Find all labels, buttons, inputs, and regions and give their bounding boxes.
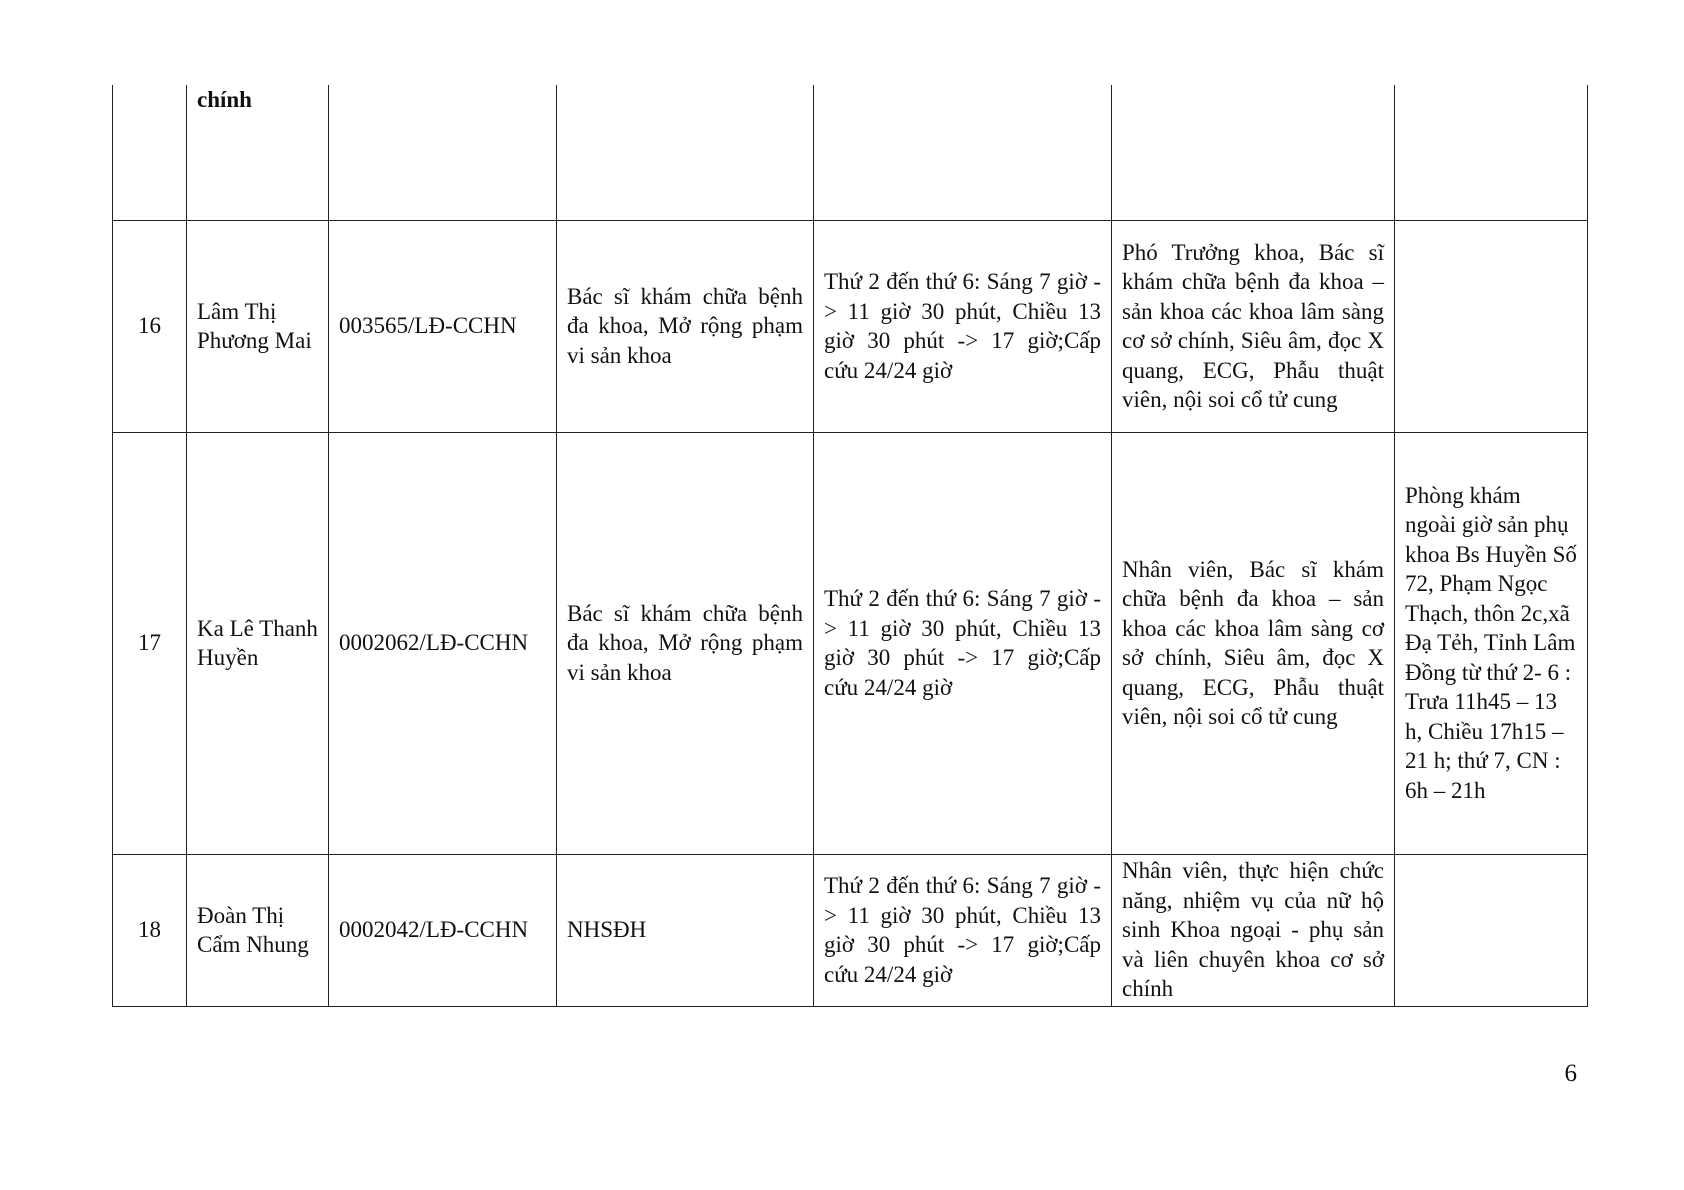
other-cell: [1395, 220, 1588, 432]
position-cell: Nhân viên, thực hiện chức năng, nhiệm vụ của nữ hộ sinh Khoa ngoại - phụ sản và liên chuyên khoa cơ sở chính: [1112, 854, 1395, 1006]
name-cell: Ka Lê Thanh Huyền: [187, 432, 329, 854]
license-cell: [329, 85, 557, 220]
stt-cell: 18: [113, 854, 187, 1006]
name-cell: Đoàn Thị Cẩm Nhung: [187, 854, 329, 1006]
staff-table: [112, 85, 1588, 1007]
other-cell: Phòng khám ngoài giờ sản phụ khoa Bs Huyền Số 72, Phạm Ngọc Thạch, thôn 2c,xã Đạ Tẻh, Tỉnh Lâm Đồng từ thứ 2- 6 : Trưa 11h45 – 13 h, Chiều 17h15 – 21 h; thứ 7, CN : 6h – 21h: [1395, 432, 1588, 854]
license-cell: 0002062/LĐ-CCHN: [329, 432, 557, 854]
schedule-cell: Thứ 2 đến thứ 6: Sáng 7 giờ -> 11 giờ 30 phút, Chiều 13 giờ 30 phút -> 17 giờ;Cấp cứu 24/24 giờ: [814, 220, 1112, 432]
other-cell: [1395, 85, 1588, 220]
name-cell: chính: [187, 85, 329, 220]
stt-cell: 16: [113, 220, 187, 432]
table-row: [113, 220, 1588, 432]
license-cell: 0002042/LĐ-CCHN: [329, 854, 557, 1006]
position-cell: [1112, 85, 1395, 220]
other-cell: [1395, 854, 1588, 1006]
scope-cell: NHSĐH: [557, 854, 814, 1006]
position-cell: Phó Trưởng khoa, Bác sĩ khám chữa bệnh đa khoa – sản khoa các khoa lâm sàng cơ sở chính, Siêu âm, đọc X quang, ECG, Phẫu thuật viên, nội soi cổ tử cung: [1112, 220, 1395, 432]
page-number: 6: [1564, 1060, 1577, 1087]
continued-row: [113, 85, 1588, 220]
schedule-cell: [814, 85, 1112, 220]
scope-cell: Bác sĩ khám chữa bệnh đa khoa, Mở rộng phạm vi sản khoa: [557, 220, 814, 432]
scope-cell: [557, 85, 814, 220]
scope-cell: Bác sĩ khám chữa bệnh đa khoa, Mở rộng phạm vi sản khoa: [557, 432, 814, 854]
name-cell: Lâm Thị Phương Mai: [187, 220, 329, 432]
stt-cell: 17: [113, 432, 187, 854]
position-cell: Nhân viên, Bác sĩ khám chữa bệnh đa khoa – sản khoa các khoa lâm sàng cơ sở chính, Siêu âm, đọc X quang, ECG, Phẫu thuật viên, nội soi cổ tử cung: [1112, 432, 1395, 854]
stt-cell: [113, 85, 187, 220]
schedule-cell: Thứ 2 đến thứ 6: Sáng 7 giờ -> 11 giờ 30 phút, Chiều 13 giờ 30 phút -> 17 giờ;Cấp cứu 24/24 giờ: [814, 854, 1112, 1006]
license-cell: 003565/LĐ-CCHN: [329, 220, 557, 432]
table-row: [113, 432, 1588, 854]
table-row: [113, 854, 1588, 1006]
schedule-cell: Thứ 2 đến thứ 6: Sáng 7 giờ -> 11 giờ 30 phút, Chiều 13 giờ 30 phút -> 17 giờ;Cấp cứu 24/24 giờ: [814, 432, 1112, 854]
